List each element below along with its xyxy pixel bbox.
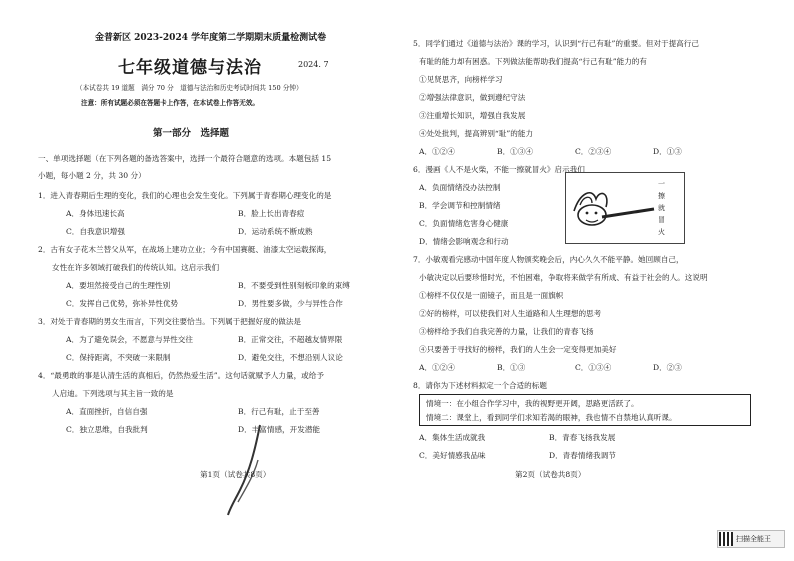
- q1-option-d: D．运动系统不断成熟: [238, 227, 313, 236]
- exam-title: 七年级道德与法治: [118, 58, 262, 78]
- scenario-2: 情境二：课堂上，看到同学们求知若渴的眼神，我也情不自禁地认真听课。: [426, 413, 677, 422]
- q5-option-b: B．①③④: [497, 147, 533, 156]
- q2-option-d: D．男性要多做，少与异性合作: [238, 299, 343, 308]
- comic-caption-char: 就: [658, 204, 665, 212]
- question-4: 4．“最勇敢的事是认清生活的真相后，仍然热爱生活”。这句话就赋予人力量，或给予: [38, 371, 324, 380]
- comic-caption-char: 冒: [658, 216, 665, 224]
- comic-caption-char: 火: [658, 228, 665, 236]
- comic-illustration: [565, 172, 685, 244]
- section-instruction: 一、单项选择题（在下列各题的备选答案中，选择一个最符合题意的选项。本题包括 15: [38, 154, 332, 163]
- q3-option-d: D．避免交往，不想沿别人议论: [238, 353, 343, 362]
- q7-item-1: ①榜样不仅仅是一面镜子，而且是一面旗帜: [419, 291, 564, 300]
- scenario-1: 情境一：在小组合作学习中，我的视野更开阔，思路更活跃了。: [426, 399, 639, 408]
- q2-option-b: B．不要受到性别刻板印象的束缚: [238, 281, 350, 290]
- scenario-box: [419, 394, 751, 426]
- q3-option-c: C．保持距离，不突破一来限制: [66, 353, 171, 362]
- q2-option-a: A．要坦然接受自己的生理性别: [66, 281, 171, 290]
- q8-option-b: B．青春飞扬我发展: [549, 433, 616, 442]
- q7-option-c: C．①③④: [575, 363, 612, 372]
- q6-option-c: C．负面情绪危害身心健康: [419, 219, 509, 228]
- q1-option-a: A．身体迅速长高: [66, 209, 125, 218]
- exam-header: 金普新区 2023-2024 学年度第二学期期末质量检测试卷: [95, 33, 327, 43]
- q4-option-d: D．丰富情感，开发潜能: [238, 425, 321, 434]
- question-8: 8．请你为下述材料拟定一个合适的标题: [413, 381, 547, 390]
- question-1: 1．进入青春期后生理的变化，我们的心理也会发生变化。下列属于青春期心理变化的是: [38, 191, 332, 200]
- q6-option-a: A．负面情绪没办法控制: [419, 183, 501, 192]
- question-2-cont: 女性在许多领域打破我们的传统认知。这启示我们: [52, 263, 220, 272]
- page-footer-2: 第2页（试卷共8页）: [515, 470, 586, 479]
- q1-option-b: B．脸上长出青春痘: [238, 209, 305, 218]
- q3-option-a: A．为了避免误会，不愿意与异性交往: [66, 335, 193, 344]
- q5-item-4: ④处处批判，提高辨别“耻”的能力: [419, 129, 534, 138]
- q6-option-b: B．学会调节和控制情绪: [419, 201, 501, 210]
- question-4-cont: 人启迪。下列选项与其主旨一致的是: [52, 389, 174, 398]
- q7-option-a: A．①②④: [419, 363, 455, 372]
- question-5-cont: 有耻的能力却有困惑。下列做法能帮助我们提高“行己有耻”能力的有: [419, 57, 647, 66]
- q7-item-4: ④只要善于寻找好的榜样，我们的人生会一定变得更加美好: [419, 345, 617, 354]
- qr-code-icon: [719, 532, 733, 546]
- question-3: 3．对处于青春期的男女生而言，下列交往要恰当。下列属于把握好度的做法是: [38, 317, 302, 326]
- q5-option-a: A．①②④: [419, 147, 455, 156]
- q8-option-d: D．青春情绪我调节: [549, 451, 616, 460]
- q8-option-c: C．美好情感我品味: [419, 451, 486, 460]
- q4-option-b: B．行己有耻，止于至善: [238, 407, 320, 416]
- q4-option-c: C．独立思维，自我批判: [66, 425, 148, 434]
- question-2: 2．古有女子花木兰替父从军，在战场上建功立业；今有中国赛艇、油漆太空运载探海，: [38, 245, 332, 254]
- exam-page-2: [397, 0, 794, 561]
- q4-option-a: A．直面挫折，自信自强: [66, 407, 148, 416]
- comic-caption-char: 擦: [658, 192, 665, 200]
- q7-item-3: ③榜样给予我们自我完善的力量，让我们的青春飞扬: [419, 327, 594, 336]
- q6-option-d: D．情绪会影响观念和行动: [419, 237, 509, 246]
- scanner-label: 扫描全能王: [736, 535, 771, 543]
- q3-option-b: B．正常交往，不超越友情界限: [238, 335, 343, 344]
- section-instruction-cont: 小题，每小题 2 分，共 30 分）: [38, 171, 146, 180]
- question-6: 6．漫画《人不是火柴，不能一擦就冒火》启示我们: [413, 165, 585, 174]
- question-5: 5．同学们通过《道德与法治》课的学习，认识到“行己有耻”的重要。但对于提高行己: [413, 39, 699, 48]
- comic-caption-char: 一: [658, 180, 665, 188]
- q2-option-c: C．发挥自己优势，弥补异性优势: [66, 299, 179, 308]
- q5-option-c: C．②③④: [575, 147, 612, 156]
- q5-item-1: ①见贤思齐，向榜样学习: [419, 75, 503, 84]
- q7-option-b: B．①③: [497, 363, 526, 372]
- part-heading: 第一部分 选择题: [153, 128, 230, 139]
- page-footer-1: 第1页（试卷共8页）: [200, 470, 271, 479]
- q5-item-3: ③注重增长知识，增强自我发展: [419, 111, 526, 120]
- exam-note-1: （本试卷共 19 道题 满分 70 分 道德与法治和历史考试时间共 150 分钟）: [76, 84, 303, 92]
- scanner-watermark: [717, 530, 785, 548]
- q7-item-2: ②好的榜样，可以使我们对人生道路和人生理想的思考: [419, 309, 602, 318]
- exam-note-2: 注意：所有试题必须在答题卡上作答，在本试卷上作答无效。: [81, 99, 260, 107]
- question-7-cont: 小敏决定以后要珍惜时光，不怕困难，争取将来做学有所成、有益于社会的人。这说明: [419, 273, 708, 282]
- q5-option-d: D．①③: [653, 147, 682, 156]
- q8-option-a: A．集体生活成就我: [419, 433, 486, 442]
- q5-item-2: ②增强法律意识，做到遵纪守法: [419, 93, 526, 102]
- q1-option-c: C．自我意识增强: [66, 227, 125, 236]
- q7-option-d: D．②③: [653, 363, 682, 372]
- exam-date: 2024. 7: [298, 60, 329, 69]
- match-fire-icon: [566, 173, 684, 243]
- question-7: 7．小敏观看完感动中国年度人物颁奖晚会后，内心久久不能平静。她回顾自己，: [413, 255, 684, 264]
